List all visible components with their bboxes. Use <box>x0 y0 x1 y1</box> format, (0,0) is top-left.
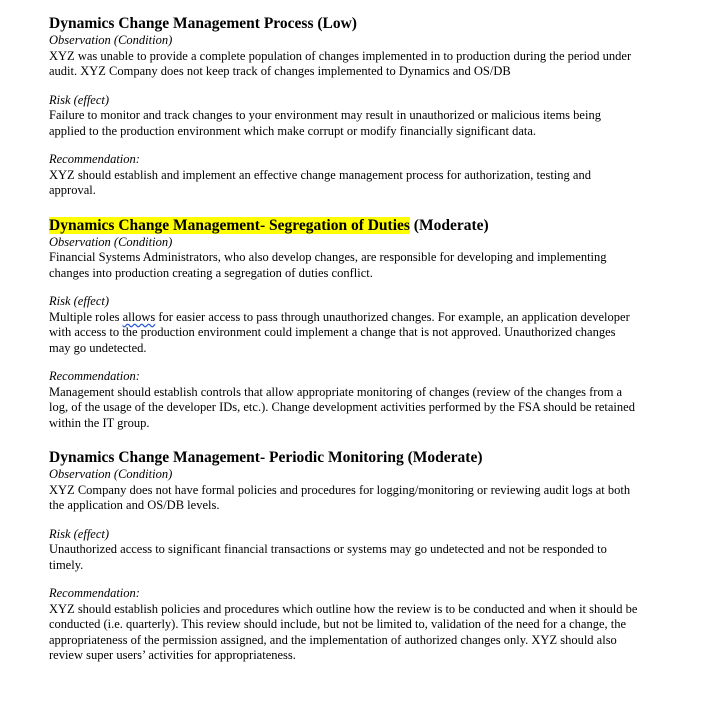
recommendation-label: Recommendation: <box>49 369 140 383</box>
recommendation-label: Recommendation: <box>49 152 140 166</box>
risk-text-start: Multiple roles <box>49 309 123 324</box>
recommendation-section <box>49 586 639 664</box>
recommendation-section <box>49 152 639 199</box>
finding-heading <box>49 14 639 33</box>
grammar-flagged-word[interactable]: allows <box>122 309 156 324</box>
recommendation-text: XYZ should establish policies and procedures which outline how the review is to be conducted and when it should be conducted (i.e. quarterly). This review should include, but not be limited to, validation of the need for a change, the appropriateness of the permission assigned, and the implementation of authorized changes only. XYZ should also review super users’ activities for appropriateness. <box>49 601 638 662</box>
finding-segregation-of-duties <box>49 216 639 432</box>
risk-text: Unauthorized access to significant financial transactions or systems may go undetected and not be responded to timely. <box>49 542 607 572</box>
finding-heading <box>49 448 639 467</box>
observation-section <box>49 467 639 514</box>
finding-periodic-monitoring <box>49 448 639 664</box>
observation-section <box>49 33 639 80</box>
risk-text-end: for easier access to pass through unauthorized changes. For example, an application developer with access to the production environment could implement a change that is not approved. Unauthorized changes may go undetected. <box>49 309 630 355</box>
risk-label: Risk (effect) <box>49 92 110 107</box>
observation-text: XYZ was unable to provide a complete population of changes implemented in to production during the period under audit. XYZ Company does not keep track of changes implemented to Dynamics and OS/DB <box>49 48 632 78</box>
observation-label: Observation (Condition) <box>49 234 173 249</box>
finding-heading <box>49 216 639 235</box>
risk-section <box>49 93 639 140</box>
recommendation-text: Management should establish controls that allow appropriate monitoring of changes (review of the changes from a log, of the usage of the developer IDs, etc.). Change development activities performed by the FSA should be retained within the IT group. <box>49 384 635 430</box>
finding-title-highlighted: Dynamics Change Management- Segregation of Duties <box>49 216 410 234</box>
observation-text: Financial Systems Administrators, who also develop changes, are responsible for developing and implementing changes into production creating a segregation of duties conflict. <box>49 250 607 280</box>
risk-section <box>49 294 639 356</box>
finding-title: Dynamics Change Management- Periodic Monitoring <box>49 449 404 466</box>
document-page <box>49 14 639 664</box>
finding-change-management-process <box>49 14 639 199</box>
risk-label: Risk (effect) <box>49 526 110 541</box>
recommendation-label: Recommendation: <box>49 586 140 600</box>
recommendation-section <box>49 369 639 431</box>
recommendation-text: XYZ should establish and implement an effective change management process for authorization, testing and approval. <box>49 167 591 197</box>
finding-title: Dynamics Change Management Process <box>49 15 314 32</box>
finding-severity: (Moderate) <box>407 449 483 466</box>
risk-text <box>49 310 639 357</box>
risk-section <box>49 527 639 574</box>
finding-severity: (Moderate) <box>413 216 489 234</box>
finding-severity: (Low) <box>317 15 357 32</box>
risk-label: Risk (effect) <box>49 294 110 308</box>
observation-section <box>49 235 639 282</box>
observation-label: Observation (Condition) <box>49 467 173 481</box>
observation-text: XYZ Company does not have formal policies and procedures for logging/monitoring or reviewing audit logs at both the application and OS/DB levels. <box>49 482 631 512</box>
risk-text: Failure to monitor and track changes to your environment may result in unauthorized or malicious items being applied to the production environment which make corrupt or modify financially significant data. <box>49 108 601 138</box>
observation-label: Observation (Condition) <box>49 33 173 47</box>
